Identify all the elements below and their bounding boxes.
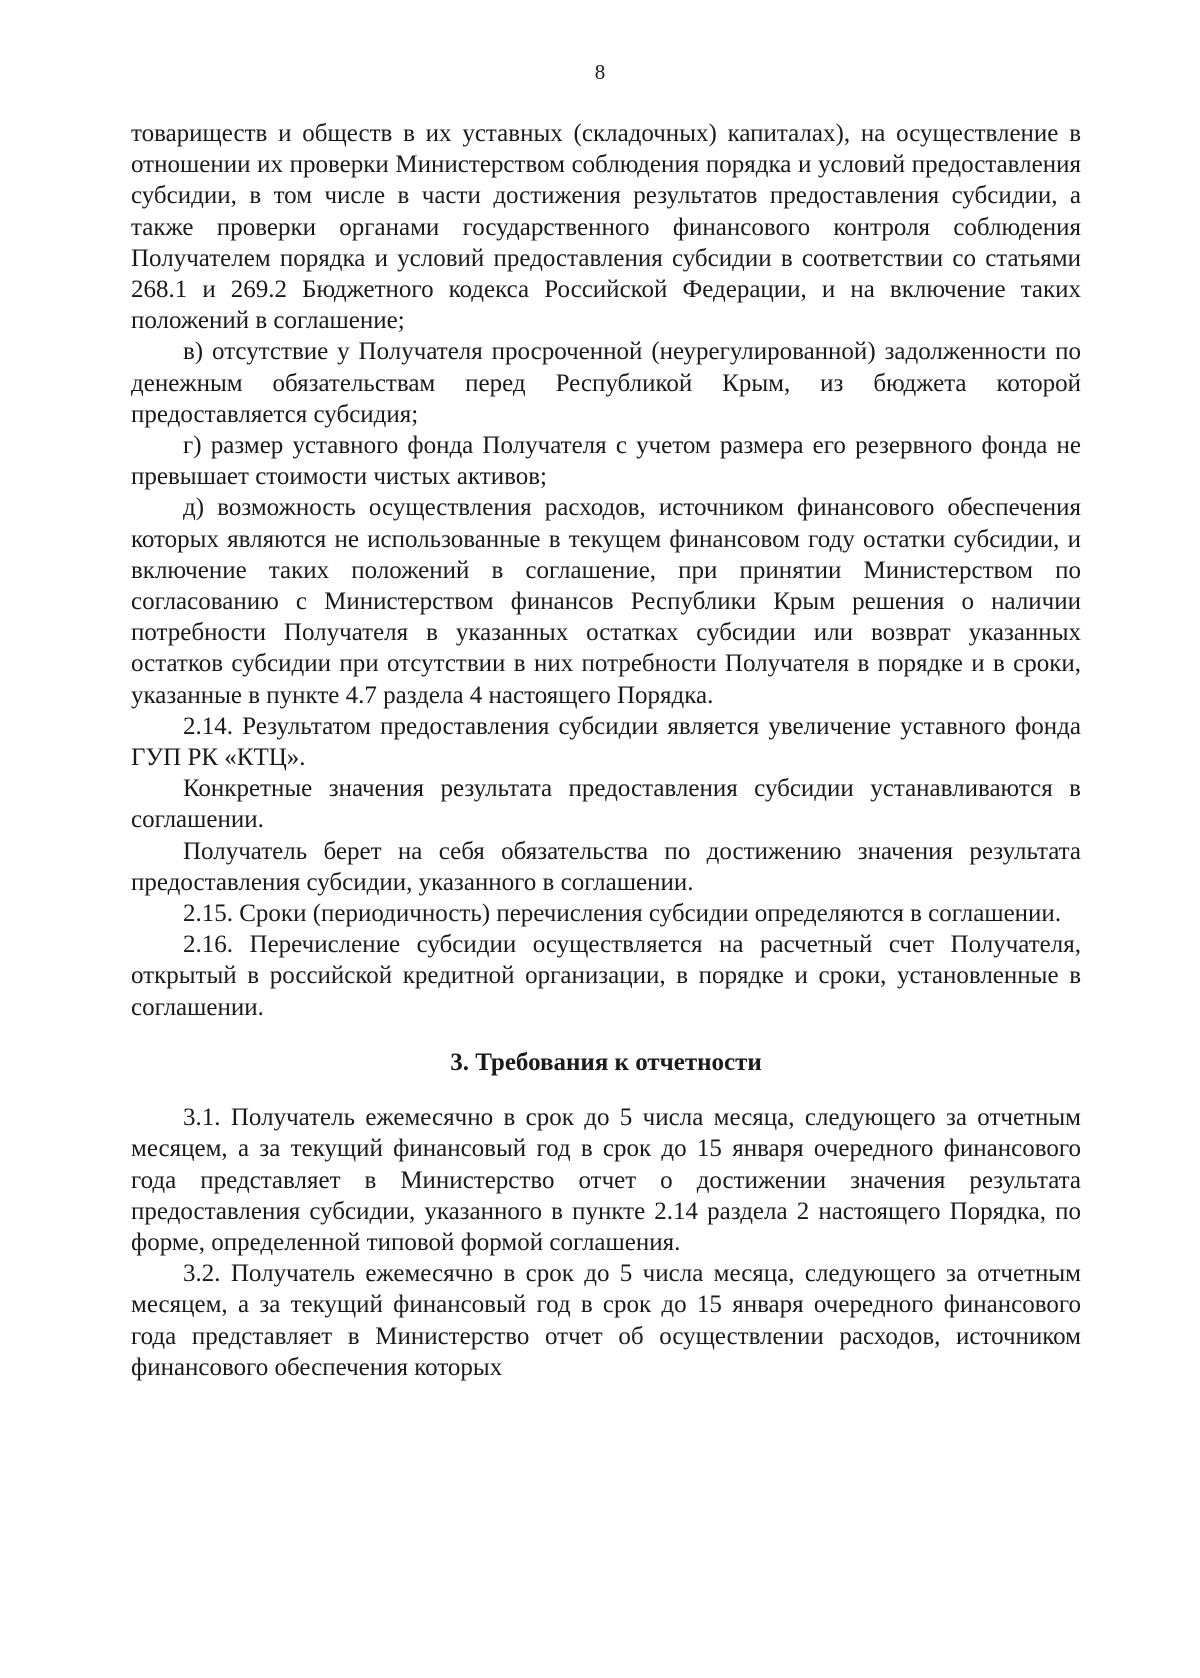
paragraph-2-16: 2.16. Перечисление субсидии осуществляется на расчетный счет Получателя, открытый в российской кредитной организации, в порядке и сроки, установленные в соглашении. — [131, 931, 1081, 1021]
paragraph-item-g: г) размер уставного фонда Получателя с учетом размера его резервного фонда не превышает стоимости чистых активов; — [131, 432, 1081, 491]
paragraph-2-14: 2.14. Результатом предоставления субсидии является увеличение уставного фонда ГУП РК «КТЦ». — [131, 712, 1081, 772]
paragraph-item-d: д) возможность осуществления расходов, источником финансового обеспечения которых являются не использованные в текущем финансовом году остатки субсидии, и включение таких положений в соглашение, при принятии Министерством по согласованию с Министерством финансов Республики Крым решения о наличии потребности Получателя в указанных остатках субсидии или возврат указанных остатков субсидии при отсутствии в них потребности Получателя в порядке и в сроки, указанные в пункте 4.7 раздела 4 настоящего Порядка. — [131, 494, 1081, 709]
document-body — [131, 118, 1081, 1383]
paragraph-continuation: товариществ и обществ в их уставных (складочных) капиталах), на осуществление в отношении их проверки Министерством соблюдения порядка и условий предоставления субсидии, в том числе в части достижения результатов предоставления субсидии, а также проверки органами государственного финансового контроля соблюдения Получателем порядка и условий предоставления субсидии в соответствии со статьями 268.1 и 269.2 Бюджетного кодекса Российской Федерации, и на включение таких положений в соглашение; — [131, 120, 1081, 335]
paragraph-result-values: Конкретные значения результата предоставления субсидии устанавливаются в соглашении. — [131, 775, 1081, 834]
paragraph-recipient-obligations: Получатель берет на себя обязательства по достижению значения результата предоставления субсидии, указанного в соглашении. — [131, 837, 1081, 896]
paragraph-3-1: 3.1. Получатель ежемесячно в срок до 5 числа месяца, следующего за отчетным месяцем, а за текущий финансовый год в срок до 15 января очередного финансового года представляет в Министерство отчет о достижении значения результата предоставления субсидии, указанного в пункте 2.14 раздела 2 настоящего Порядка, по форме, определенной типовой формой соглашения. — [131, 1104, 1081, 1256]
page-number: 8 — [594, 60, 606, 84]
paragraph-item-v: в) отсутствие у Получателя просроченной (неурегулированной) задолженности по денежным обязательствам перед Республикой Крым, из бюджета которой предоставляется субсидия; — [131, 338, 1081, 428]
paragraph-2-15: 2.15. Сроки (периодичность) перечисления субсидии определяются в соглашении. — [183, 900, 1062, 928]
section-heading: 3. Требования к отчетности — [450, 1048, 762, 1076]
paragraph-3-2: 3.2. Получатель ежемесячно в срок до 5 числа месяца, следующего за отчетным месяцем, а за текущий финансовый год в срок до 15 января очередного финансового года представляет в Министерство отчет об осуществлении расходов, источником финансового обеспечения которых — [131, 1260, 1081, 1381]
